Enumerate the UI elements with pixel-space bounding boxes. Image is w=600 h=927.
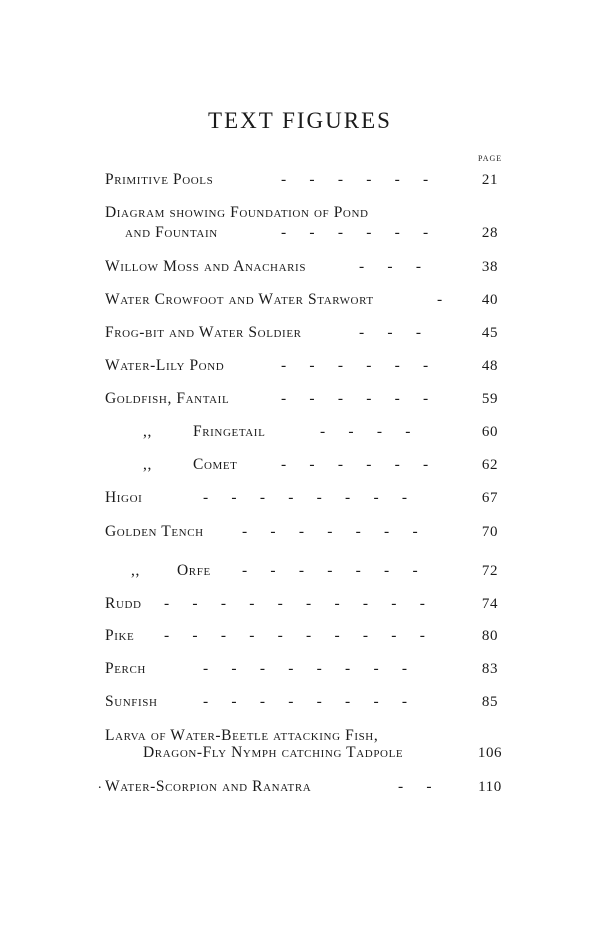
entry-page: 38 bbox=[481, 259, 499, 275]
entry-page: 110 bbox=[478, 779, 502, 795]
entry-page: 67 bbox=[481, 490, 499, 506]
entry-page: 62 bbox=[481, 457, 499, 473]
dot-leader: - - - - - - - - bbox=[203, 489, 408, 506]
entry-label: Higoi bbox=[105, 489, 143, 506]
dot-leader: - bbox=[437, 291, 443, 308]
entry-page: 85 bbox=[481, 694, 499, 710]
entry-page: 80 bbox=[481, 628, 499, 644]
page-column-header: PAGE bbox=[478, 154, 503, 163]
entry-label: Primitive Pools bbox=[105, 171, 214, 188]
entry-label: Frog-bit and Water Soldier bbox=[105, 324, 302, 341]
entry-page: 48 bbox=[481, 358, 499, 374]
entry-label: Water Crowfoot and Water Starwort bbox=[105, 291, 374, 308]
entry-label: Fringetail bbox=[193, 423, 266, 440]
dot-leader: - - - - - - - - - - bbox=[164, 595, 425, 612]
entry-label: Willow Moss and Anacharis bbox=[105, 258, 307, 275]
entry-page: 70 bbox=[481, 524, 499, 540]
entry-page: 74 bbox=[481, 596, 499, 612]
entry-label: Rudd bbox=[105, 595, 142, 612]
entry-label: Orfe bbox=[177, 562, 211, 579]
dot-leader: - - - - - - - bbox=[242, 523, 418, 540]
entry-page: 28 bbox=[481, 225, 499, 241]
entry-label: Goldfish, Fantail bbox=[105, 390, 230, 407]
entry-page: 72 bbox=[481, 563, 499, 579]
entry-page: 59 bbox=[481, 391, 499, 407]
entry-page: 45 bbox=[481, 325, 499, 341]
dot-leader: - - - - - - bbox=[281, 224, 429, 241]
entry-label: Larva of Water-Beetle attacking Fish, bbox=[105, 727, 379, 744]
dot-leader: - - - - - - bbox=[281, 390, 429, 407]
entry-page: 106 bbox=[477, 745, 503, 761]
entry-label: Diagram showing Foundation of Pond bbox=[105, 204, 369, 221]
entry-label-continuation: and Fountain bbox=[125, 224, 218, 241]
dot-leader: - - - bbox=[359, 258, 421, 275]
entry-label-continuation: Dragon-Fly Nymph catching Tadpole bbox=[143, 744, 404, 761]
dot-leader: - - - - - - - - - - bbox=[164, 627, 425, 644]
entry-label: Pike bbox=[105, 627, 135, 644]
entry-page: 83 bbox=[481, 661, 499, 677]
dot-leader: - - - - - - - bbox=[242, 562, 418, 579]
dot-leader: - - - - bbox=[320, 423, 411, 440]
entry-page: 21 bbox=[481, 172, 499, 188]
entry-label: Comet bbox=[193, 456, 238, 473]
dot-leader: - - - bbox=[359, 324, 421, 341]
dot-leader: - - - - - - bbox=[281, 171, 429, 188]
entry-label: Sunfish bbox=[105, 693, 158, 710]
dot-leader: - - - - - - - - bbox=[203, 660, 408, 677]
ditto-mark: ,, bbox=[143, 456, 152, 473]
dot-leader: - - bbox=[398, 778, 432, 795]
ditto-mark: ,, bbox=[143, 423, 152, 440]
ditto-mark: ,, bbox=[131, 562, 140, 579]
dot-leader: - - - - - - - - bbox=[203, 693, 408, 710]
entry-label: Water-Lily Pond bbox=[105, 357, 225, 374]
dot-leader: - - - - - - bbox=[281, 456, 429, 473]
entry-page: 40 bbox=[481, 292, 499, 308]
stray-mark: . bbox=[98, 777, 102, 792]
entry-label: Perch bbox=[105, 660, 146, 677]
entry-label: Golden Tench bbox=[105, 523, 204, 540]
page-title: TEXT FIGURES bbox=[208, 108, 392, 133]
dot-leader: - - - - - - bbox=[281, 357, 429, 374]
entry-label: Water-Scorpion and Ranatra bbox=[105, 778, 312, 795]
entry-page: 60 bbox=[481, 424, 499, 440]
